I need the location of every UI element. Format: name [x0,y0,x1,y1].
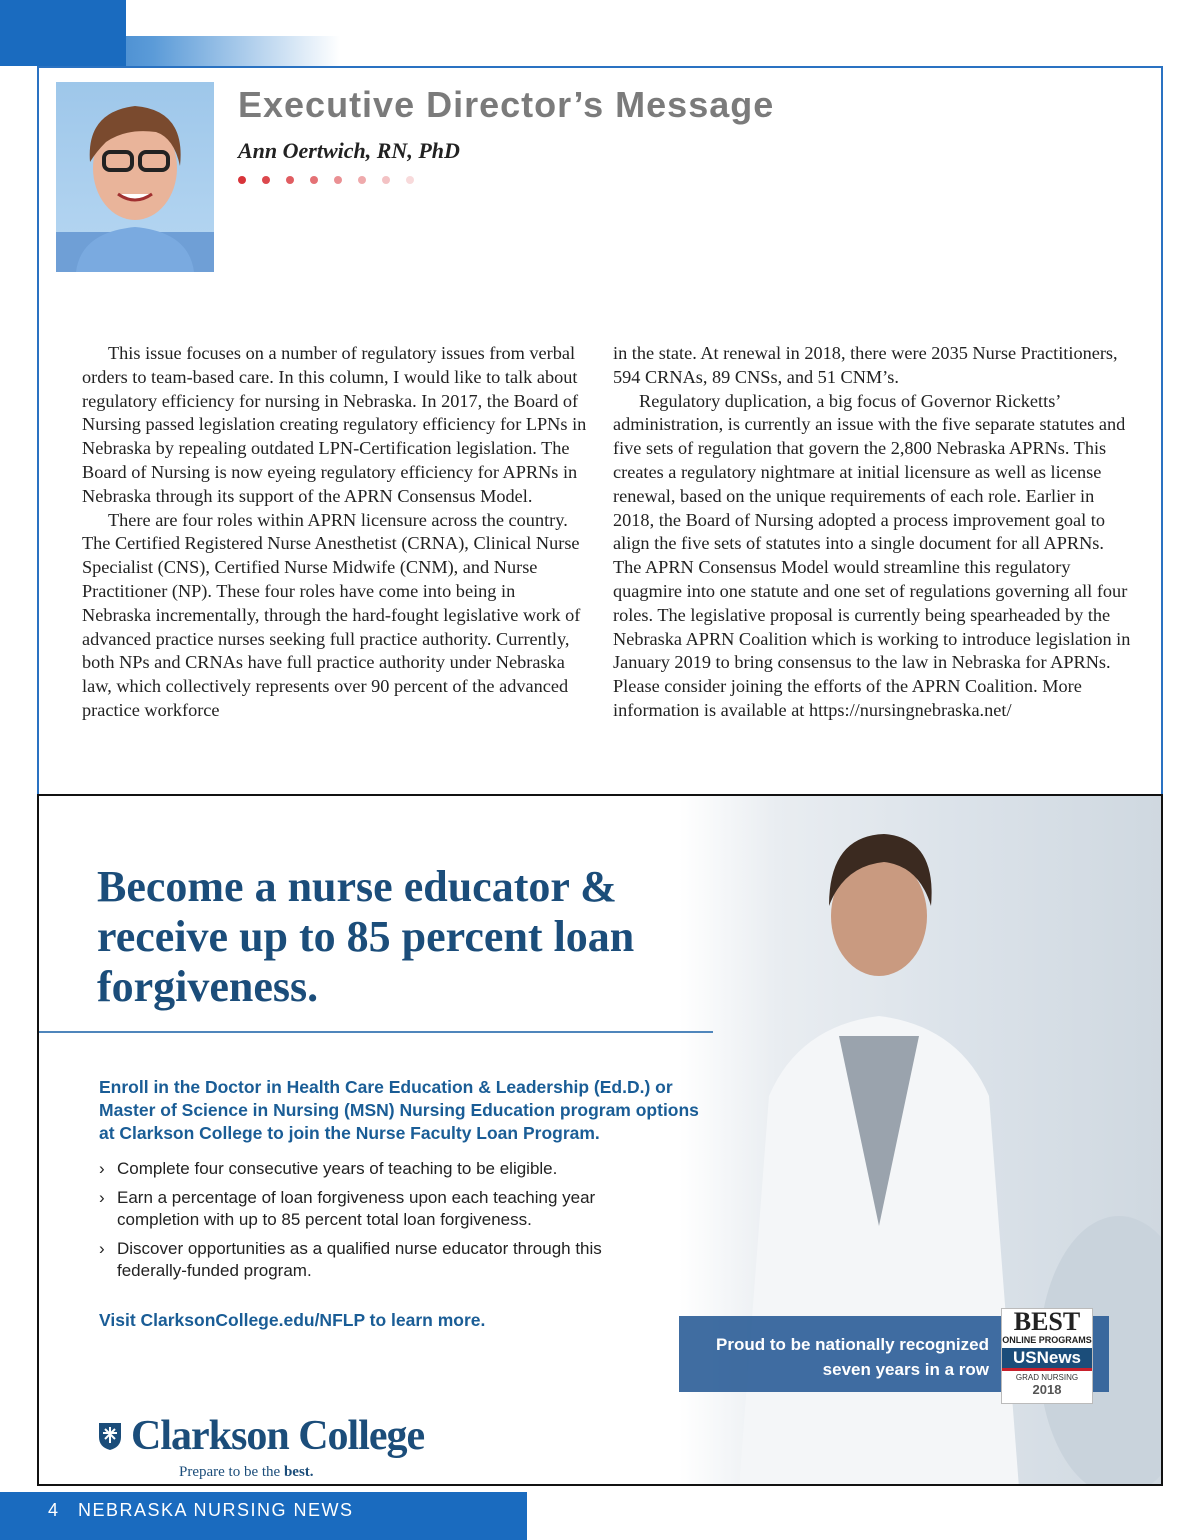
decorative-dots [238,176,414,184]
dot [358,176,366,184]
recognition-banner: Proud to be nationally recognized seven years in a row [679,1316,1109,1392]
page-number: 4 [48,1500,59,1520]
tagline-text: Prepare to be the [179,1464,284,1480]
paragraph: There are four roles within APRN licensure across the country. The Certified Registered Nurse Anesthetist (CRNA), Clinical Nurse Specialist (CNS), Certified Nurse Midwife (CNM), and Nurse Practitioner (NP). These four roles have come into being in Nebraska incrementally, through the hard-fought legislative work of advanced practice nurses seeking full practice authority. Currently, both NPs and CRNAs have full practice authority under Nebraska law, which collectively represents over 90 percent of the advanced practice workforce [82,509,581,720]
dot [382,176,390,184]
top-corner-block [0,0,126,36]
ad-headline: Become a nurse educator & receive up to 85 percent loan forgiveness. [97,862,635,1011]
publication-name: NEBRASKA NURSING NEWS [78,1500,354,1520]
dot [262,176,270,184]
logo-name: Clarkson College [131,1413,425,1459]
divider [39,1031,713,1033]
author-byline: Ann Oertwich, RN, PhD [238,138,460,163]
badge-online: ONLINE PROGRAMS [1002,1335,1092,1345]
dot [310,176,318,184]
badge-brand: USNews [1002,1348,1092,1371]
article-column-left [82,342,587,723]
badge-category: GRAD NURSING [1015,1373,1079,1382]
article-column-right [613,342,1133,723]
clarkson-logo [97,1412,424,1460]
clarkson-advertisement [37,794,1163,1486]
paragraph: Regulatory duplication, a big focus of Governor Ricketts’ administration, is currently an issue with the five separate statutes and five sets of regulation that govern the 2,800 Nebraska APRNs. This creates a regulatory nightmare at initial licensure as well as license renewal, based on the unique requirements of each role. Earlier in 2018, the Board of Nursing adopted a process improvement goal to align the five sets of statutes into a single document for all APRNs. The APRN Consensus Model would streamline this regulatory quagmire into one statute and one set of regulations governing all four roles. The legislative proposal is currently being spearheaded by the Nebraska APRN Coalition which is working to introduce legislation in January 2019 to bring consensus to the law in Nebraska for APRNs. Please consider joining the efforts of the APRN Coalition. More information is available at https://nursingnebraska.net/ [613,390,1131,720]
paragraph: This issue focuses on a number of regulatory issues from verbal orders to team-based care. In this column, I would like to talk about regulatory efficiency for nursing in Nebraska. In 2017, the Board of Nursing passed legislation creating regulatory efficiency for LPNs in Nebraska by repealing outdated LPN-Certification legislation. The Board of Nursing is now eyeing regulatory efficiency for APRNs in Nebraska through its support of the APRN Consensus Model. [82,343,587,506]
page-title: Executive Director’s Message [238,84,775,125]
dot [406,176,414,184]
shield-cross-icon [97,1421,123,1451]
list-item: › Complete four consecutive years of teaching to be eligible. [99,1158,659,1180]
list-item: › Discover opportunities as a qualified nurse educator through this federally-funded program. [99,1238,659,1282]
dot [286,176,294,184]
ad-enroll-text: Enroll in the Doctor in Health Care Education & Leadership (Ed.D.) or Master of Science in Nursing (MSN) Nursing Education program options at Clarkson College to join the Nurse Faculty Loan Program. [99,1077,699,1143]
author-photo [56,82,214,272]
usnews-badge [1001,1308,1093,1404]
dot [334,176,342,184]
benefit-list [99,1158,659,1289]
badge-year: 2018 [1032,1382,1062,1397]
paragraph: in the state. At renewal in 2018, there were 2035 Nurse Practitioners, 594 CRNAs, 89 CNSs, and 51 CNM’s. [613,343,1118,387]
tagline-bold: best. [283,1464,314,1480]
logo-tagline [179,1464,314,1481]
badge-best: BEST [1013,1307,1081,1336]
dot [238,176,246,184]
list-item: › Earn a percentage of loan forgiveness upon each teaching year completion with up to 85 percent total loan forgiveness. [99,1187,659,1231]
visit-link[interactable]: Visit ClarksonCollege.edu/NFLP to learn more. [99,1310,486,1330]
top-gradient-solid [0,36,126,66]
